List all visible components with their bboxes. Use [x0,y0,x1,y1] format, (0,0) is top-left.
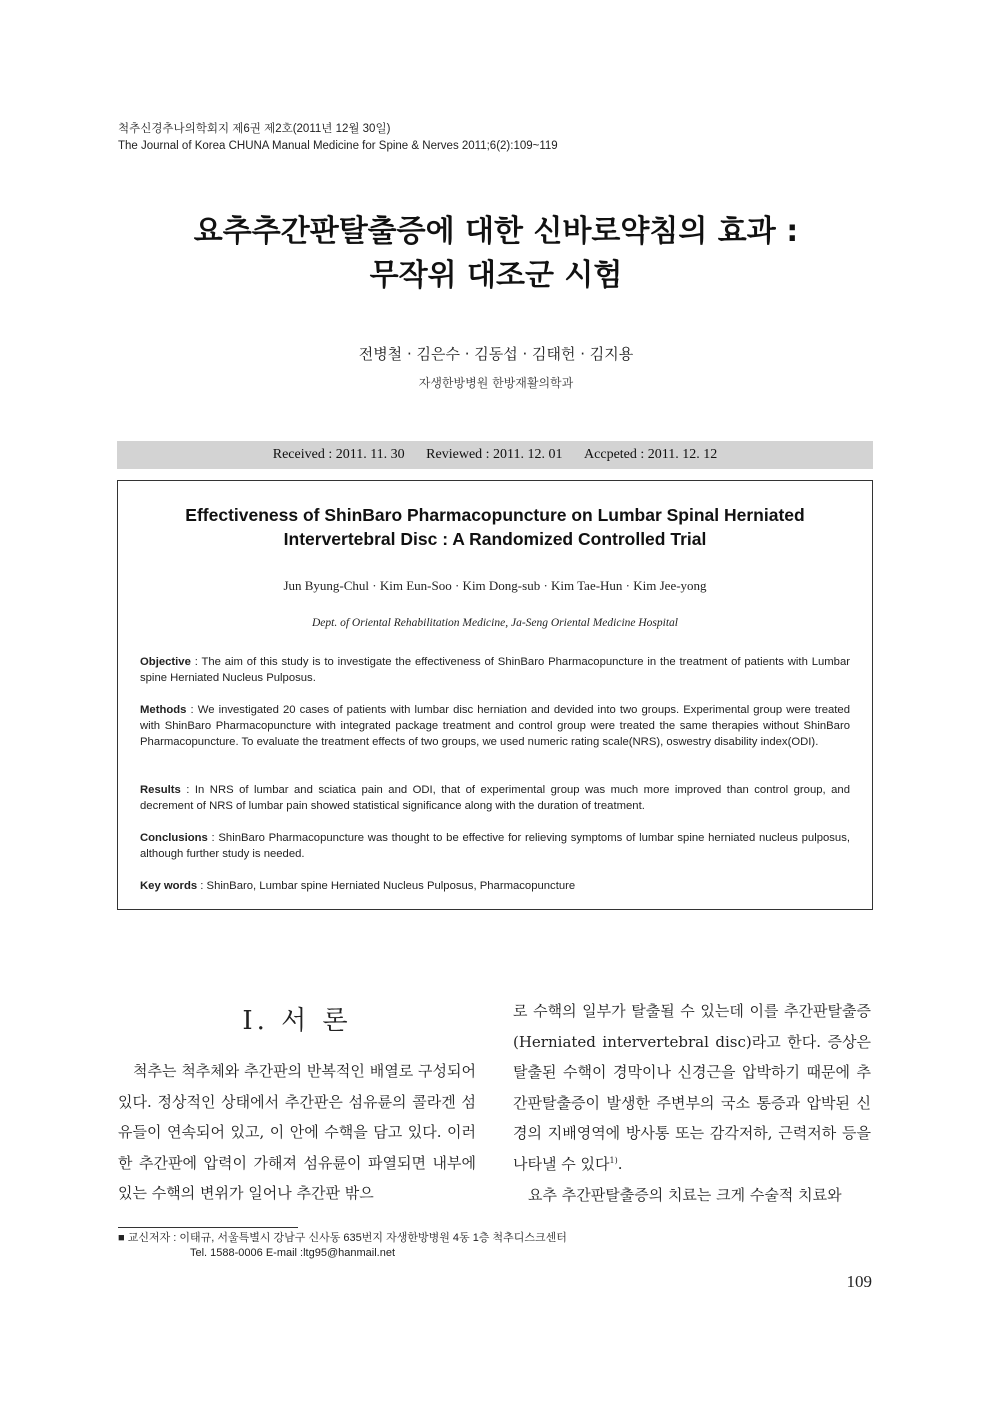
reviewed-date: Reviewed : 2011. 12. 01 [426,447,563,462]
page-number: 109 [846,1272,872,1291]
paper-title [0,210,992,298]
journal-line-english: The Journal of Korea CHUNA Manual Medicine for Spine & Nerves 2011;6(2):109~119 [118,140,558,152]
title-line-2: 무작위 대조군 시험 [369,258,623,293]
dates-bar [117,441,873,469]
results-text: : In NRS of lumbar and sciatica pain and ODI, that of experimental group was much more improved than control group, and decrement of NRS of lumbar pain showed statistical significance along with the duration of treatment. [140,784,850,812]
objective-text: : The aim of this study is to investigate the effectiveness of ShinBaro Pharmacopuncture in the treatment of patients with Lumbar spine Herniated Nucleus Pulposus. [140,656,850,684]
english-title-line-1: Effectiveness of ShinBaro Pharmacopuncture on Lumbar Spinal Herniated [185,505,805,525]
keywords-label: Key words [140,880,198,892]
citation-superscript: 1) [609,1155,618,1165]
results-label: Results [140,784,181,796]
right-column-text: 로 수핵의 일부가 탈출될 수 있는데 이를 추간판탈출증(Herniated intervertebral disc)라고 한다. 증상은 탈출된 수핵이 경막이나 신경근을 압박하기 때문에 추간판탈출증이 발생한 주변부의 국소 통증과 압박된 신경의 지배영역에 방사통 또는 감각저하, 근력저하 등을 나타낼 수 있다 [513,1002,871,1173]
body-column-right [513,996,871,1210]
conclusions-text: : ShinBaro Pharmacopuncture was thought to be effective for relieving symptoms of lumbar spine herniated nucleus pulposus, although further study is needed. [140,832,850,860]
conclusions-label: Conclusions [140,832,208,844]
footnote-line-2: Tel. 1588-0006 E-mail :ltg95@hanmail.net [190,1247,396,1259]
footnote-divider [118,1227,298,1228]
authors-english: Jun Byung-Chul · Kim Eun-Soo · Kim Dong-sub · Kim Tae-Hun · Kim Jee-yong [283,578,707,593]
affiliation-korean: 자생한방병원 한방재활의학과 [418,376,574,390]
conclusions-paragraph [140,830,850,862]
received-date: Received : 2011. 11. 30 [272,447,405,462]
footnote-line-1: ■ 교신저자 : 이태규, 서울특별시 강남구 신사동 635번지 자생한방병원 4동 1층 척추디스크센터 [118,1232,567,1244]
methods-label: Methods [140,704,187,716]
corresponding-author-footnote [118,1231,567,1261]
journal-header [118,121,558,155]
title-line-1: 요추추간판탈출증에 대한 신바로약침의 효과 : [193,214,799,249]
abstract-box [117,480,873,910]
objective-label: Objective [140,656,191,668]
methods-paragraph [140,702,850,750]
results-paragraph [140,782,850,814]
objective-paragraph [140,654,850,686]
accepted-date: Accpeted : 2011. 12. 12 [584,447,718,462]
section-heading: Ⅰ. 서 론 [242,1006,352,1036]
right-column-paragraph-2: 요추 추간판탈출증의 치료는 크게 수술적 치료와 [528,1185,842,1204]
english-title [118,503,872,551]
keywords-paragraph [140,878,850,894]
body-column-left: 척추는 척추체와 추간판의 반복적인 배열로 구성되어 있다. 정상적인 상태에서 추간판은 섬유륜의 콜라겐 섬유들이 연속되어 있고, 이 안에 수핵을 담고 있다. 이러한 추간판에 압력이 가해져 섬유륜이 파열되면 내부에 있는 수핵의 변위가 일어나 추간판 밖으 [118,1062,476,1203]
methods-text: : We investigated 20 cases of patients with lumbar disc herniation and devided into two groups. Experimental group were treated with ShinBaro Pharmacopuncture with integrated package treatment and control group were treated the same therapies without ShinBaro Pharmacopuncture. To evaluate the treatment effects of two groups, we used numeric rating scale(NRS), oswestry disability index(ODI). [140,704,850,748]
authors-korean: 전병철 · 김은수 · 김동섭 · 김태헌 · 김지용 [358,345,634,363]
keywords-text: : ShinBaro, Lumbar spine Herniated Nucleus Pulposus, Pharmacopuncture [197,880,576,892]
english-title-line-2: Intervertebral Disc : A Randomized Controlled Trial [283,529,707,549]
affiliation-english: Dept. of Oriental Rehabilitation Medicine, Ja-Seng Oriental Medicine Hospital [311,617,678,629]
journal-line-korean: 척추신경추나의학회지 제6권 제2호(2011년 12월 30일) [118,123,391,135]
right-column-period: . [617,1154,623,1173]
